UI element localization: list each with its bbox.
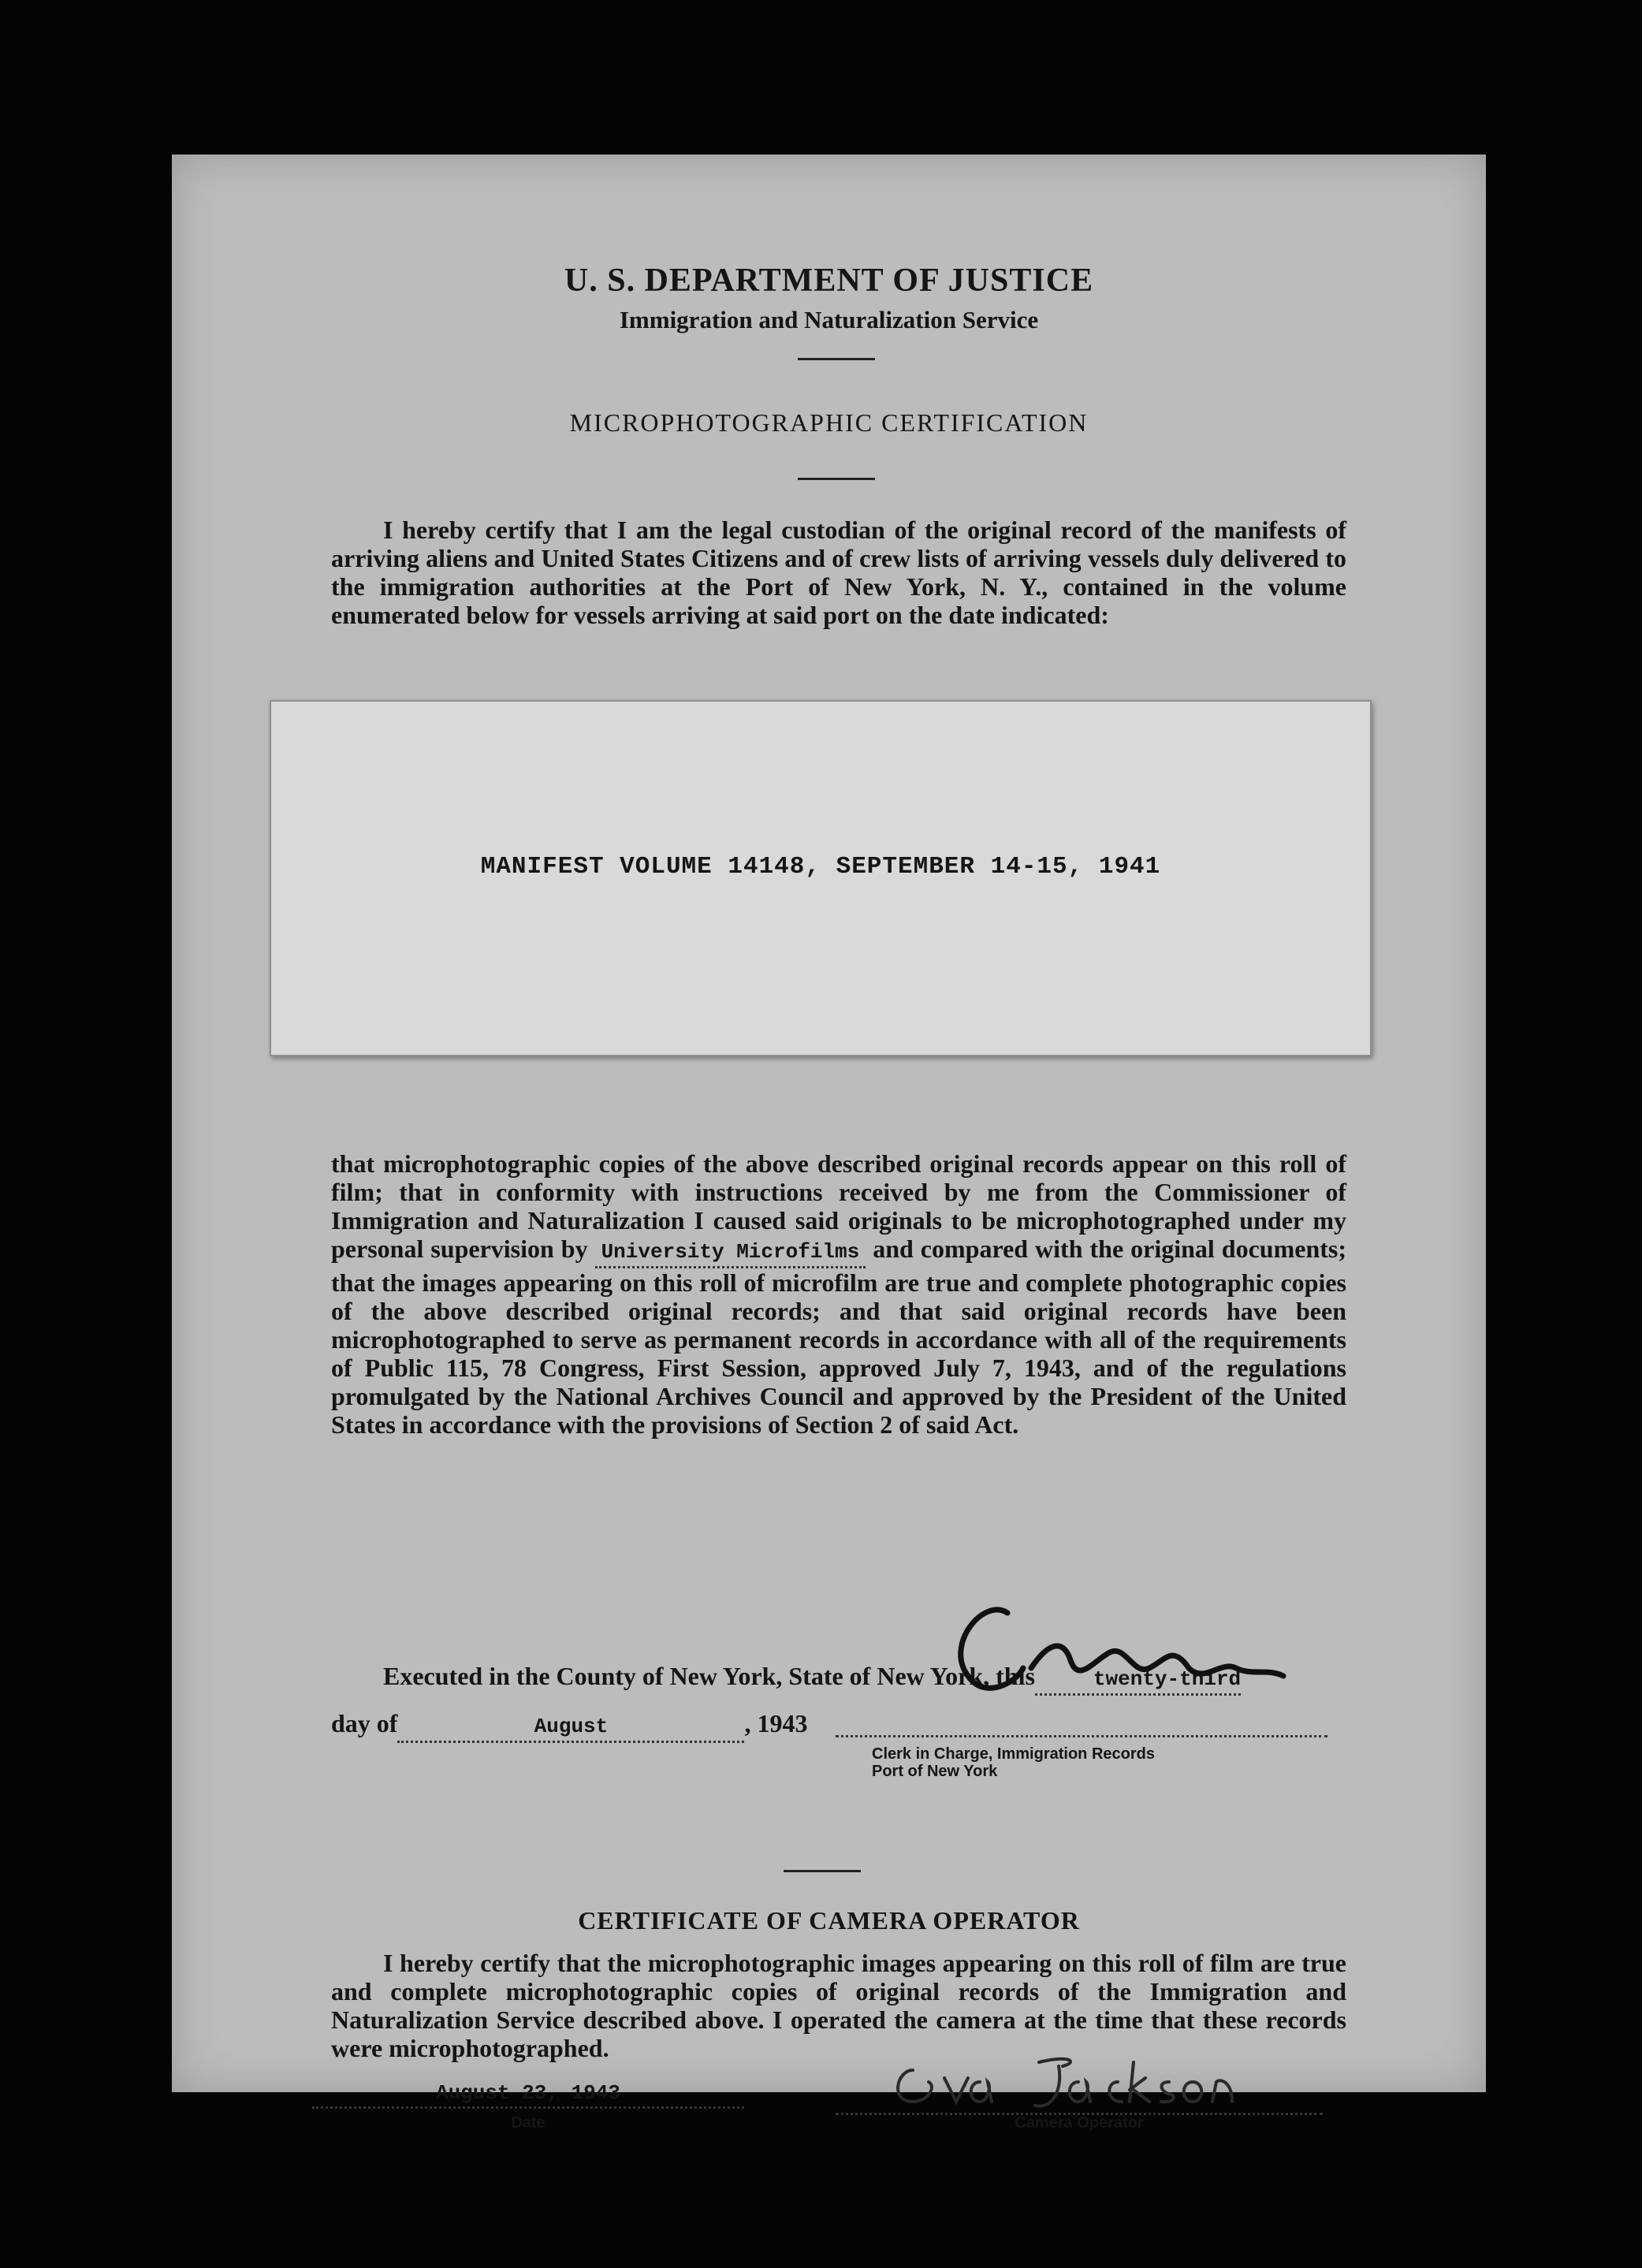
clerk-title-line2: Port of New York (872, 1763, 998, 1780)
operator-company-field (595, 1235, 866, 1268)
manifest-volume-text: MANIFEST VOLUME 14148, SEPTEMBER 14-15, 1941 (480, 853, 1161, 881)
clerk-title-line1: Clerk in Charge, Immigration Records (872, 1745, 1155, 1763)
divider (784, 1870, 861, 1872)
department-heading: U. S. DEPARTMENT OF JUSTICE (564, 263, 1094, 299)
body-text-part1: that microphotographic copies of the above described original records appear on this roll of film; that in conformity with instructions received by me from the Commissioner of Immigration and Naturalization I caused said originals to be microphotographed under my personal supervision by (331, 1149, 1346, 1263)
operator-company: University Microfilms (601, 1240, 860, 1264)
operator-signature (881, 2046, 1260, 2117)
executed-day: twenty-third (1093, 1667, 1242, 1691)
intro-paragraph: I hereby certify that I am the legal custodian of the original record of the manifests of arriving aliens and United States Citizens and of crew lists of arriving vessels duly delivered to the immigration authorities at the Port of New York, N. Y., contained in the volume enumerated below for vessels arriving at said port on the date indicated: (331, 516, 1346, 629)
date-label: Date (511, 2114, 545, 2132)
page-title: MICROPHOTOGRAPHIC CERTIFICATION (569, 408, 1089, 437)
clerk-signature (913, 1550, 1323, 1739)
date-line (312, 2081, 744, 2109)
body-paragraph (331, 1149, 1346, 1439)
executed-month: August (534, 1715, 609, 1738)
divider (798, 478, 875, 480)
manifest-slip (270, 700, 1372, 1056)
camera-certificate-text: I hereby certify that the microphotographic images appearing on this roll of film are true and complete microphotographic copies of original records of the Immigration and Naturalization Service described above. I operated the camera at the time that these records were microphotographed. (331, 1949, 1346, 2062)
certificate-page (172, 155, 1486, 2132)
certificate-date: August 23, 1943 (435, 2081, 621, 2105)
body-text-part2: and compared with the original documents; that the images appearing on this roll of microfilm are true and complete photographic copies of the above described original records; and that said original records have been microphotographed to serve as permanent records in accordance with all of the requirements of Public 115, 78 Congress, First Session, approved July 7, 1943, and of the regulations promulgated by the National Archives Council and approved by the President of the United States in accordance with the provisions of Section 2 of said Act. (331, 1235, 1347, 1439)
day-of-label: day of (331, 1709, 398, 1737)
month-field (397, 1709, 744, 1743)
divider (798, 358, 875, 360)
operator-label: Camera Operator (1015, 2114, 1144, 2132)
executed-prefix: Executed in the County of New York, State of New York, this (383, 1662, 1035, 1690)
clerk-title (872, 1745, 1155, 1780)
executed-year: , 1943 (744, 1709, 808, 1737)
camera-certificate-title: CERTIFICATE OF CAMERA OPERATOR (578, 1906, 1080, 1935)
service-heading: Immigration and Naturalization Service (619, 306, 1039, 333)
